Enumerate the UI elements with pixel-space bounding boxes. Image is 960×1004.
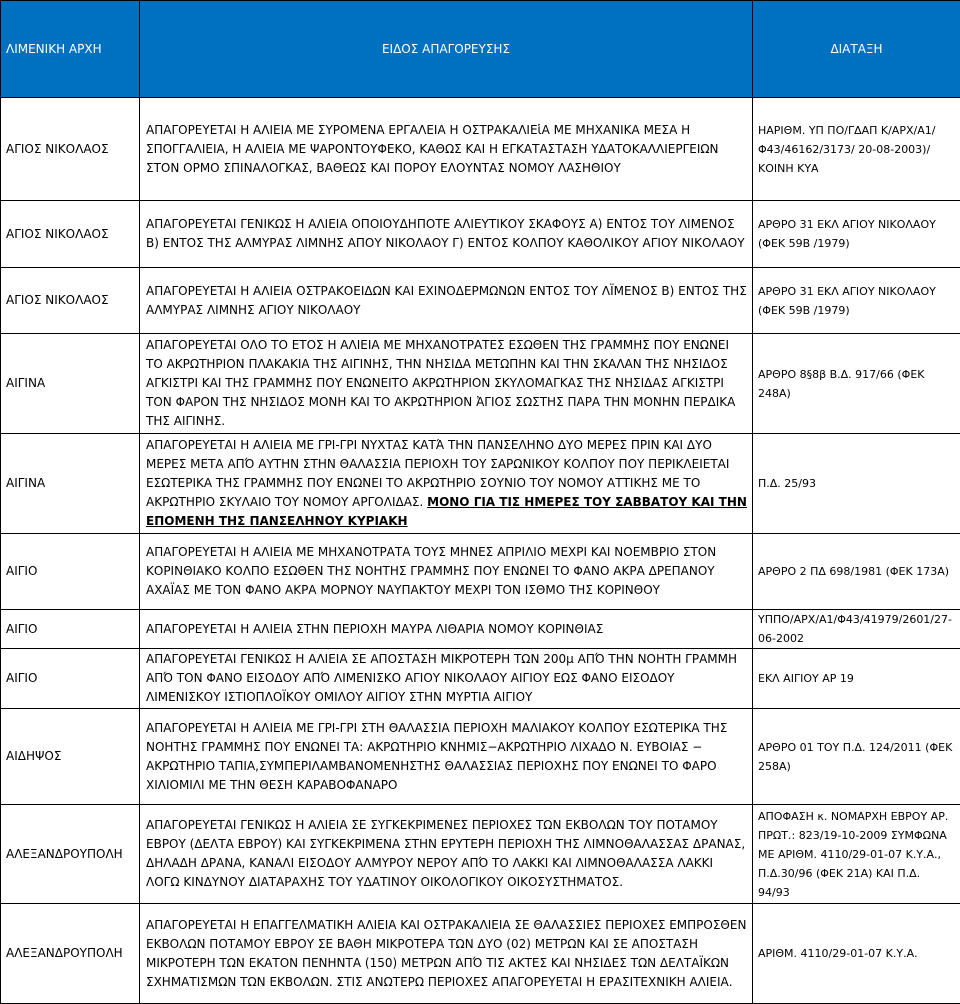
ban-cell: ΑΠΑΓΟΡΕΥΕΤΑΙ ΓΕΝΙΚΩΣ Η ΑΛΙΕΙΑ ΣΕ ΣΥΓΚΕΚΡΙΜΕΝΕΣ ΠΕΡΙΟΧΕΣ ΤΩΝ ΕΚΒΟΛΩΝ ΤΟΥ ΠΟΤΑΜΟΥ ΕΒΡΟΥ (ΔΕΛΤΑ ΕΒΡΟΥ) ΚΑΙ ΣΥΓΚΕΚΡΙΜΕΝΑ ΣΤΗΝ ΕΡΥΤΕΡΗ ΠΕΡΙΟΧΗ ΤΗΣ ΛΙΜΝΟΘΑΛΑΣΣΑΣ ΔΡΑΝΑΣ, ΔΗΛΑΔΗ ΔΡΑΝΑ, ΚΑΝΑΛΙ ΕΙΣΟΔΟΥ ΑΛΜΥΡΟΥ ΝΕΡΟΥ ΑΠΌ ΤΟ ΛΑΚΚΙ ΚΑΙ ΛΙΜΝΟΘΑΛΑΣΣΑ ΛΑΚΚΙ ΛΟΓΩ ΚΙΝΔΥΝΟΥ ΔΙΑΤΑΡΑΧΗΣ ΤΟΥ ΥΔΑΤΙΝΟΥ ΟΙΚΟΛΟΓΙΚΟΥ ΟΙΚΟΣΥΣΤΗΜΑΤΟΣ. xyxy=(140,805,753,904)
ban-cell: ΑΠΑΓΟΡΕΥΕΤΑΙ Η ΑΛΙΕΙΑ ΜΕ ΓΡΙ-ΓΡΙ ΣΤΗ ΘΑΛΑΣΣΙΑ ΠΕΡΙΟΧΗ ΜΑΛΙΑΚΟΥ ΚΟΛΠΟΥ ΕΣΩΤΕΡΙΚΑ ΤΗΣ ΝΟΗΤΗΣ ΓΡΑΜΜΗΣ ΠΟΥ ΕΝΩΝΕΙ ΤΑ: ΑΚΡΩΤΗΡΙΟ ΚΝΗΜΙΣ−ΑΚΡΩΤΗΡΙΟ ΛΙΧΑΔΟ Ν. ΕΥΒΟΙΑΣ − ΑΚΡΩΤΗΡΙΟ ΤΑΠΙΑ,ΣΥΜΠΕΡΙΛΑΜΒΑΝΟΜΕΝΗΣΤΗΣ ΘΑΛΑΣΣΙΑΣ ΠΕΡΙΟΧΗΣ ΠΟΥ ΕΝΩΝΕΙ ΤΟ ΦΑΡΟ ΧΙΛΙΟΜΙΛΙ ΜΕ ΤΗΝ ΘΕΣΗ ΚΑΡΑΒΟΦΑΝΑΡΟ xyxy=(140,709,753,805)
regulation-cell: ΑΡΘΡΟ 31 ΕΚΛ ΑΓΙΟΥ ΝΙΚΟΛΑΟΥ (ΦΕΚ 59Β /1979) xyxy=(753,201,960,268)
regulation-cell: ΥΠΠΟ/ΑΡΧ/Α1/Φ43/41979/2601/27-06-2002 xyxy=(753,610,960,649)
ban-emphasis-text: ΜΟΝΟ ΓΙΑ ΤΙΣ ΗΜΕΡΕΣ ΤΟΥ ΣΑΒΒΑΤΟΥ ΚΑΙ ΤΗΝ ΕΠΟΜΕΝΗ ΤΗΣ ΠΑΝΣΕΛΗΝΟΥ ΚΥΡΙΑΚΗ xyxy=(146,495,747,528)
header-port-authority: ΛΙΜΕΝΙΚΗ ΑΡΧΗ xyxy=(1,1,140,98)
table-row xyxy=(1,649,960,709)
ban-cell: ΑΠΑΓΟΡΕΥΕΤΑΙ Η ΑΛΙΕΙΑ ΣΤΗΝ ΠΕΡΙΟΧΗ ΜΑΥΡΑ ΛΙΘΑΡΙΑ ΝΟΜΟΥ ΚΟΡΙΝΘΙΑΣ xyxy=(140,610,753,649)
ban-cell: ΑΠΑΓΟΡΕΥΕΤΑΙ ΓΕΝΙΚΩΣ Η ΑΛΙΕΙΑ ΟΠΟΙΟΥΔΗΠΟΤΕ ΑΛΙΕΥΤΙΚΟΥ ΣΚΑΦΟΥΣ Α) ΕΝΤΟΣ ΤΟΥ ΛΙΜΕΝΟΣ Β) ΕΝΤΟΣ ΤΗΣ ΑΛΜΥΡΑΣ ΛΙΜΝΗΣ ΑΠΟΥ ΝΙΚΟΛΑΟΥ Γ) ΕΝΤΟΣ ΚΟΛΠΟΥ ΚΑΘΟΛΙΚΟΥ ΑΓΙΟΥ ΝΙΚΟΛΑΟΥ xyxy=(140,201,753,268)
regulation-cell: ΑΡΘΡΟ 2 ΠΔ 698/1981 (ΦΕΚ 173Α) xyxy=(753,534,960,610)
ban-text: ΑΠΑΓΟΡΕΥΕΤΑΙ Η ΑΛΙΕΙΑ ΜΕ ΓΡΙ-ΓΡΙ ΝΥΧΤΑΣ ΚΑΤΆ ΤΗΝ ΠΑΝΣΕΛΗΝΟ ΔΥΟ ΜΕΡΕΣ ΠΡΙΝ ΚΑΙ ΔΥΟ ΜΕΡΕΣ ΜΕΤΑ ΑΠΌ ΑΥΤΗΝ ΣΤΗΝ ΘΑΛΑΣΣΙΑ ΠΕΡΙΟΧΗ ΤΟΥ ΣΑΡΩΝΙΚΟΥ ΚΟΛΠΟΥ ΠΟΥ ΠΕΡΙΚΛΕΙΕΤΑΙ ΕΣΩΤΕΡΙΚΑ ΤΗΣ ΓΡΑΜΜΗΣ ΠΟΥ ΕΝΩΝΕΙ ΤΟ ΑΚΡΩΤΗΡΙΟ ΣΟΥΝΙΟ ΤΟΥ ΝΟΜΟΥ ΑΤΤΙΚΗΣ ΜΕ ΤΟ ΑΚΡΩΤΗΡΙΟ ΣΚΥΛΑΙΟ ΤΟΥ ΝΟΜΟΥ ΑΡΓΟΛΙΔΑΣ. xyxy=(146,438,729,509)
regulation-cell: ΗΑΡΙΘΜ. ΥΠ ΠΟ/ΓΔΑΠ Κ/ΑΡΧ/Α1/Φ43/46162/3173/ 20-08-2003)/ΚΟΙΝΗ ΚΥΑ xyxy=(753,98,960,201)
ban-cell: ΑΠΑΓΟΡΕΥΕΤΑΙ ΓΕΝΙΚΩΣ Η ΑΛΙΕΙΑ ΣΕ ΑΠΟΣΤΑΣΗ ΜΙΚΡΟΤΕΡΗ ΤΩΝ 200μ ΑΠΌ ΤΗΝ ΝΟΗΤΗ ΓΡΑΜΜΗ ΑΠΌ ΤΟΝ ΦΑΝΟ ΕΙΣΟΔΟΥ ΑΠΌ ΛΙΜΕΝΙΣΚΟ ΑΓΙΟΥ ΝΙΚΟΛΑΟΥ ΑΙΓΙΟΥ ΕΩΣ ΦΑΝΟ ΕΙΣΟΔΟΥ ΛΙΜΕΝΙΣΚΟΥ ΙΣΤΙΟΠΛΟΪΚΟΥ ΟΜΙΛΟΥ ΑΙΓΙΟΥ ΣΤΗΝ ΜΥΡΤΙΑ ΑΙΓΙΟΥ xyxy=(140,649,753,709)
regulation-cell: ΑΡΘΡΟ 31 ΕΚΛ ΑΓΙΟΥ ΝΙΚΟΛΑΟΥ (ΦΕΚ 59Β /1979) xyxy=(753,268,960,334)
table-row xyxy=(1,434,960,534)
port-cell: ΑΙΓΙΟ xyxy=(1,534,140,610)
table-row xyxy=(1,534,960,610)
ban-cell: ΑΠΑΓΟΡΕΥΕΤΑΙ Η ΑΛΙΕΙΑ ΜΕ ΣΥΡΟΜΕΝΑ ΕΡΓΑΛΕΙΑ Η ΟΣΤΡΑΚΑΛΙΕἱΑ ΜΕ ΜΗΧΑΝΙΚΑ ΜΕΣΑ Η ΣΠΟΓΓΑΛΙΕΙΑ, Η ΑΛΙΕΙΑ ΜΕ ΨΑΡΟΝΤΟΥΦΕΚΟ, ΚΑΘΩΣ ΚΑΙ Η ΕΓΚΑΤΑΣΤΑΣΗ ΥΔΑΤΟΚΑΛΛΙΕΡΓΕΙΩΝ ΣΤΟΝ ΟΡΜΟ ΣΠΙΝΑΛΟΓΚΑΣ, ΒΑΘΕΩΣ ΚΑΙ ΠΟΡΟΥ ΕΛΟΥΝΤΑΣ ΝΟΜΟΥ ΛΑΣΗΘΙΟΥ xyxy=(140,98,753,201)
port-cell: ΑΙΓΙΟ xyxy=(1,649,140,709)
port-cell: ΑΛΕΞΑΝΔΡΟΥΠΟΛΗ xyxy=(1,904,140,1004)
port-cell: ΑΙΓΙΝΑ xyxy=(1,334,140,434)
port-cell: ΑΓΙΟΣ ΝΙΚΟΛΑΟΣ xyxy=(1,268,140,334)
ban-cell: ΑΠΑΓΟΡΕΥΕΤΑΙ Η ΑΛΙΕΙΑ ΜΕ ΜΗΧΑΝΟΤΡΑΤΑ ΤΟΥΣ ΜΗΝΕΣ ΑΠΡΙΛΙΟ ΜΕΧΡΙ ΚΑΙ ΝΟΕΜΒΡΙΟ ΣΤΟΝ ΚΟΡΙΝΘΙΑΚΟ ΚΟΛΠΟ ΕΣΩΘΕΝ ΤΗΣ ΝΟΗΤΗΣ ΓΡΑΜΜΗΣ ΠΟΥ ΕΝΩΝΕΙ ΤΟ ΦΑΝΟ ΑΚΡΑ ΔΡΕΠΑΝΟΥ ΑΧΑΪΑΣ ΜΕ ΤΟΝ ΦΑΝΟ ΑΚΡΑ ΜΟΡΝΟΥ ΝΑΥΠΑΚΤΟΥ ΜΕΧΡΙ ΤΟΝ ΙΣΘΜΟ ΤΗΣ ΚΟΡΙΝΘΟΥ xyxy=(140,534,753,610)
ban-cell: ΑΠΑΓΟΡΕΥΕΤΑΙ Η ΑΛΙΕΙΑ ΟΣΤΡΑΚΟΕΙΔΩΝ ΚΑΙ ΕΧΙΝΟΔΕΡΜΩΝΩΝ ΕΝΤΟΣ ΤΟΥ ΛΪΜΕΝΟΣ Β) ΕΝΤΟΣ ΤΗΣ ΑΛΜΥΡΑΣ ΛΙΜΝΗΣ ΑΓΙΟΥ ΝΙΚΟΛΑΟΥ xyxy=(140,268,753,334)
ban-cell: ΑΠΑΓΟΡΕΥΕΤΑΙ Η ΕΠΑΓΓΕΛΜΑΤΙΚΗ ΑΛΙΕΙΑ ΚΑΙ ΟΣΤΡΑΚΑΛΙΕΙΑ ΣΕ ΘΑΛΑΣΣΙΕΣ ΠΕΡΙΟΧΕΣ ΕΜΠΡΟΣΘΕΝ ΕΚΒΟΛΩΝ ΠΟΤΑΜΟΥ ΕΒΡΟΥ ΣΕ ΒΑΘΗ ΜΙΚΡΟΤΕΡΑ ΤΩΝ ΔΥΟ (02) ΜΕΤΡΩΝ ΚΑΙ ΣΕ ΑΠΟΣΤΑΣΗ ΜΙΚΡΟΤΕΡΗ ΤΩΝ ΕΚΑΤΟΝ ΠΕΝΗΝΤΑ (150) ΜΕΤΡΩΝ ΑΠΌ ΤΙΣ ΑΚΤΕΣ ΚΑΙ ΝΗΣΙΔΕΣ ΤΩΝ ΔΕΛΤΑΪΚΩΝ ΣΧΗΜΑΤΙΣΜΩΝ ΤΩΝ ΕΚΒΟΛΩΝ. ΣΤΙΣ ΑΝΩΤΕΡΩ ΠΕΡΙΟΧΕΣ ΑΠΑΓΟΡΕΥΕΤΑΙ Η ΕΡΑΣΙΤΕΧΝΙΚΗ ΑΛΙΕΙΑ. xyxy=(140,904,753,1004)
port-cell: ΑΓΙΟΣ ΝΙΚΟΛΑΟΣ xyxy=(1,201,140,268)
regulation-cell: Π.Δ. 25/93 xyxy=(753,434,960,534)
header-regulation: ΔΙΑΤΑΞΗ xyxy=(753,1,960,98)
port-cell: ΑΙΓΙΟ xyxy=(1,610,140,649)
port-cell: ΑΛΕΞΑΝΔΡΟΥΠΟΛΗ xyxy=(1,805,140,904)
port-cell: ΑΙΓΙΝΑ xyxy=(1,434,140,534)
ban-cell: ΑΠΑΓΟΡΕΥΕΤΑΙ ΟΛΟ ΤΟ ΕΤΟΣ Η ΑΛΙΕΙΑ ΜΕ ΜΗΧΑΝΟΤΡΑΤΕΣ ΕΣΩΘΕΝ ΤΗΣ ΓΡΑΜΜΗΣ ΠΟΥ ΕΝΩΝΕΙ ΤΟ ΑΚΡΩΤΗΡΙΟΝ ΠΛΑΚΑΚΙΑ ΤΗΣ ΑΙΓΙΝΗΣ, ΤΗΝ ΝΗΣΙΔΑ ΜΕΤΩΠΗΝ ΚΑΙ ΤΗΝ ΣΚΑΛΑΝ ΤΗΣ ΝΗΣΙΔΟΣ ΑΓΚΙΣΤΡΙ ΚΑΙ ΤΗΣ ΓΡΑΜΜΗΣ ΠΟΥ ΕΝΩΝΕΙΤΟ ΑΚΡΩΤΗΡΙΟΝ ΣΚΥΛΟΜΑΓΚΑΣ ΤΗΣ ΝΗΣΙΔΑΣ ΑΓΚΙΣΤΡΙ ΤΟΝ ΦΑΡΟΝ ΤΗΣ ΝΗΣΙΔΟΣ ΜΟΝΗ ΚΑΙ ΤΟ ΑΚΡΩΤΗΡΙΟΝ ἈΓΙΟΣ ΣΩΣΤΗΣ ΠΑΡΑ ΤΗΝ ΜΟΝΗΝ ΠΕΡΔΙΚΑ ΤΗΣ ΑΙΓΙΝΗΣ. xyxy=(140,334,753,434)
regulation-cell: ΑΡΘΡΟ 01 ΤΟΥ Π.Δ. 124/2011 (ΦΕΚ 258Α) xyxy=(753,709,960,805)
table-header-row xyxy=(1,1,960,98)
table-row xyxy=(1,98,960,201)
regulation-cell: ΑΠΟΦΑΣΗ κ. ΝΟΜΑΡΧΗ ΕΒΡΟΥ ΑΡ. ΠΡΩΤ.: 823/19-10-2009 ΣΥΜΦΩΝΑ ΜΕ ΑΡΙΘΜ. 4110/29-01-07 Κ.Υ.Α., Π.Δ.30/96 (ΦΕΚ 21Α) ΚΑΙ Π.Δ. 94/93 xyxy=(753,805,960,904)
header-ban-type: ΕΙΔΟΣ ΑΠΑΓΟΡΕΥΣΗΣ xyxy=(140,1,753,98)
table-row xyxy=(1,904,960,1004)
regulation-cell: ΑΡΙΘΜ. 4110/29-01-07 Κ.Υ.Α. xyxy=(753,904,960,1004)
regulation-cell: ΕΚΛ ΑΙΓΙΟΥ ΑΡ 19 xyxy=(753,649,960,709)
table-row xyxy=(1,610,960,649)
table-row xyxy=(1,709,960,805)
table-row xyxy=(1,268,960,334)
regulation-cell: ΑΡΘΡΟ 8§8β Β.Δ. 917/66 (ΦΕΚ 248Α) xyxy=(753,334,960,434)
port-cell: ΑΓΙΟΣ ΝΙΚΟΛΑΟΣ xyxy=(1,98,140,201)
ban-cell xyxy=(140,434,753,534)
port-cell: ΑΙΔΗΨΟΣ xyxy=(1,709,140,805)
table-row xyxy=(1,201,960,268)
table-row xyxy=(1,334,960,434)
table-row xyxy=(1,805,960,904)
